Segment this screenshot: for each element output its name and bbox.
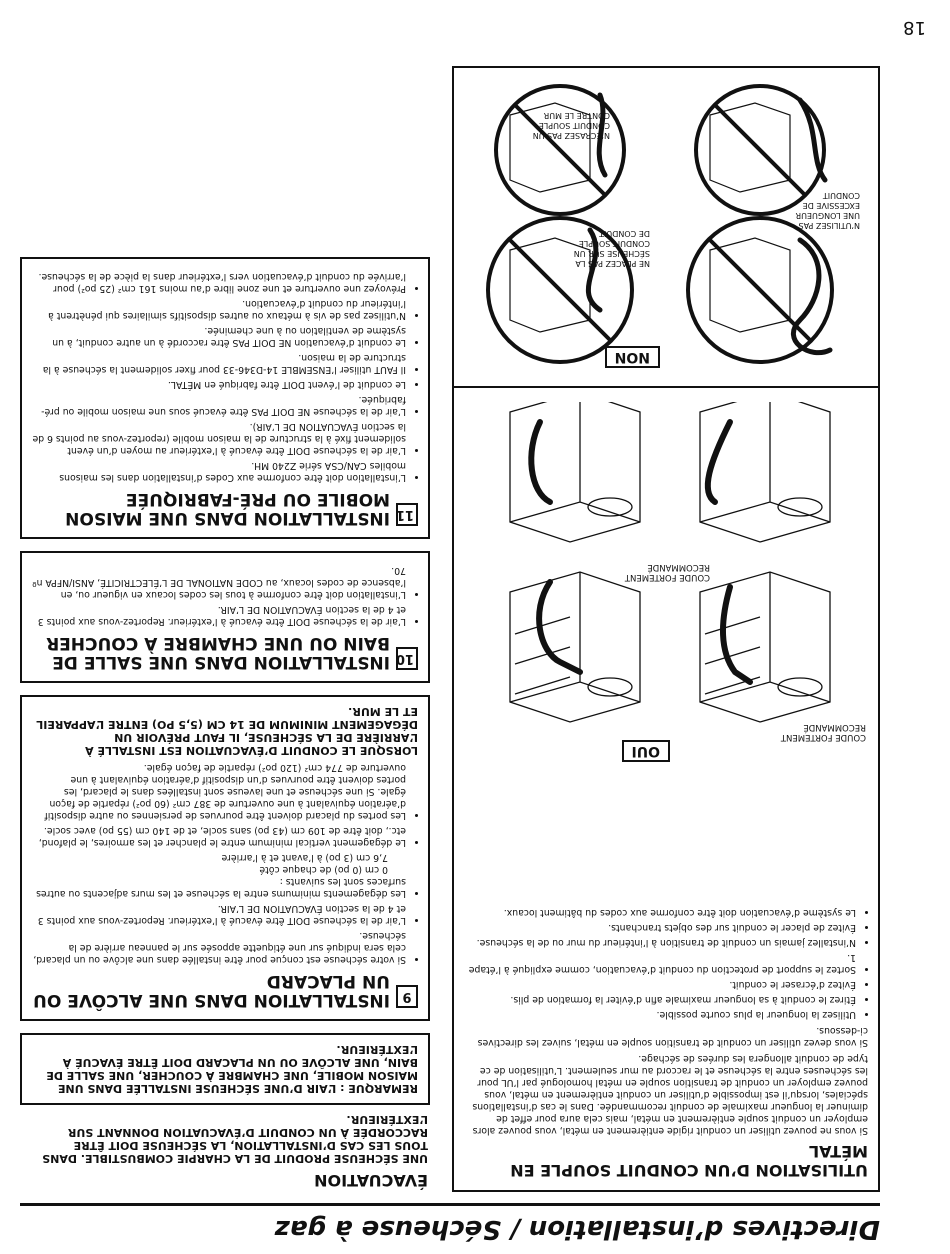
correct-installations-figure — [462, 402, 870, 822]
flexible-duct-intro: Si vous ne pouvez utiliser un conduit rigide entièrement en métal, vous pouvez alors employer un conduit souple entièrement en métal, mais cela aura pour effet de diminuer la longueur maximale de conduit recommandée. Dans le cas d’installations spéciales, lorsqu’il est impossible d’utiliser un conduit entièrement en métal, vous pouvez employer un conduit de transition souple en métal homologué par l’UL pour les sécheuses entre la sécheuse et le raccord au mur seulement. L’utilisation de ce type de conduit allongera les durées de séchage. — [472, 1053, 868, 1136]
list-item: • Le conduit d’évacuation NE DOIT PAS être raccordé à un autre conduit, à un système de ventilation ou à une cheminée. — [32, 324, 406, 348]
section-title: INSTALLATION DANS UNE SALLE DE BAIN OU UNE CHAMBRE À COUCHER — [46, 633, 390, 672]
list-item: • Évitez d’écraser le conduit. — [464, 978, 856, 990]
section-11-box — [20, 257, 430, 539]
elbow-callout: COUDE FORTEMENT RECOMMANDÉ — [624, 562, 710, 582]
no-excess-length-callout: N’UTILISEZ PAS UNE LONGUEUR EXCESSIVE DE CONDUIT — [795, 191, 860, 230]
list-item: • Le dégagement vertical minimum entre le plancher et les armoires, le plafond, etc., doit être de 109 cm (43 po) sans socle, et de 140 cm (55 po) avec socle. — [32, 824, 406, 848]
no-crush-duct-callout: N’ÉCRASEZ PAS UN CONDUIT SOUPLE CONTRE LE MUR — [532, 111, 610, 140]
list-item: • Étirez le conduit à sa longueur maximale afin d’éviter la formation de plis. — [464, 993, 856, 1005]
list-item: • L’installation doit être conforme à tous les codes locaux en vigueur ou, en l’absence de codes locaux, au CODE NATIONAL DE L’ÉLECTRICITÉ, ANSI/NFPA nº 70. — [32, 564, 406, 600]
no-sit-on-duct-callout: NE PLACEZ PAS LA SÉCHEUSE SUR UN CONDUIT SOUPLE DE CONDUIT — [573, 229, 650, 268]
list-item-text: Les dégagements minimums entre la sécheuse et les murs adjacents ou autres surfaces sont les suivants : — [36, 876, 406, 899]
evacuation-note: REMARQUE : L’AIR D’UNE SÉCHEUSE INSTALLÉE DANS UNE MAISON MOBILE, UNE CHAMBRE À COUCHER, UNE SALLE DE BAIN, UNE ALCÔVE OU UN PLACARD DOIT ÊTRE ÉVACUÉ À L’EXTÉRIEUR. — [46, 1043, 418, 1095]
dryer-illustration — [510, 572, 640, 722]
section-10-heading — [32, 633, 418, 671]
list-item: • Le système d’évacuation doit être conforme aux codes du bâtiment locaux. — [464, 906, 856, 918]
oui-non-divider — [454, 386, 878, 388]
section-number: 9 — [396, 985, 418, 1008]
evacuation-note-box — [20, 1033, 430, 1105]
list-item: • Prévoyez une ouverture et une zone libre d’au moins 161 cm² (25 po²) pour l’arrivée du conduit d’évacuation vers l’extérieur dans la pièce de la sécheuse. — [32, 270, 406, 294]
list-item: • L’air de la sécheuse DOIT être évacué à l’extérieur. Reportez-vous aux points 3 et 4 de la section ÉVACUATION DE L’AIR. — [32, 902, 406, 926]
list-item: • Évitez de placer le conduit sur des objets tranchants. — [464, 921, 856, 933]
list-item: • Il FAUT utiliser l’ENSEMBLE 14-D346-33 pour fixer solidement la sécheuse à la structure de la maison. — [32, 351, 406, 375]
flexible-duct-heading: UTILISATION D’UN CONDUIT SOUPLE EN MÉTAL — [510, 1142, 868, 1180]
combustible-lint-warning: UNE SÉCHEUSE PRODUIT DE LA CHARPIE COMBUSTIBLE. DANS TOUS LES CAS D’INSTALLATION, LA SÉCHEUSE DOIT ÊTRE RACCORDÉE À UN CONDUIT D’ÉVACUATION DONNANT SUR L’EXTÉRIEUR. — [42, 1113, 428, 1165]
flexible-duct-intro-2: Si vous devez utiliser un conduit de transition souple en métal, suivez les directives ci-dessous. — [477, 1025, 868, 1048]
list-item: • N’utilisez pas de vis à métaux ou autres dispositifs similaires qui pénètrent à l’intérieur du conduit d’évacuation. — [32, 297, 406, 321]
list-item — [32, 851, 406, 899]
oui-badge: OUI — [622, 740, 670, 762]
left-column — [452, 66, 880, 1192]
dryer-illustration — [700, 402, 830, 542]
list-item: • Sortez le support de protection du conduit d’évacuation, comme expliqué à l’étape 1. — [464, 951, 856, 975]
list-item: • N’installez jamais un conduit de transition à l’intérieur du mur ou de la sécheuse. — [464, 936, 856, 948]
flexible-duct-panel — [452, 66, 880, 1192]
section-9-list — [32, 761, 418, 965]
evacuation-block — [20, 1105, 430, 1190]
dryer-illustration — [700, 572, 830, 722]
clearance-item: 0 cm (0 po) de chaque côté — [259, 864, 388, 875]
list-item: • Le conduit de l’évent DOIT être fabriqué en MÉTAL. — [32, 378, 406, 390]
incorrect-installations-figure — [462, 80, 870, 380]
list-item: • L’air de la sécheuse DOIT être évacué à l’extérieur. Reportez-vous aux points 3 et 4 de la section ÉVACUATION DE L’AIR. — [32, 603, 406, 627]
title-rule — [20, 1203, 880, 1206]
section-10-list — [32, 564, 418, 627]
section-number: 11 — [396, 503, 418, 526]
section-11-list — [32, 270, 418, 483]
list-item: • L’air de la sécheuse DOIT être évacué à l’extérieur au moyen d’un évent solidement fixé à la structure de la maison mobile (reportez-vous au points 6 de la section ÉVACUATION DE L’AIR). — [32, 420, 406, 456]
evacuation-heading: ÉVACUATION — [314, 1171, 428, 1190]
section-9-warning: LORSQUE LE CONDUIT D’ÉVACUATION EST INSTALLÉ À L’ARRIÈRE DE LA SÉCHEUSE, IL FAUT PRÉVOIR UN DÉGAGEMENT MINIMUM DE 14 CM (5,5 PO) ENTRE L’APPAREIL ET LE MUR. — [36, 705, 418, 757]
section-10-box — [20, 551, 430, 683]
section-9-heading — [32, 971, 418, 1009]
right-column — [20, 245, 430, 1192]
page-title: Directives d’installation / Sécheuse à gaz — [274, 1214, 880, 1244]
clearance-item: 7,6 cm (3 po) à l’avant et à l’arrière — [221, 852, 388, 863]
list-item: • L’air de la sécheuse NE DOIT PAS être évacué sous une maison mobile ou pré-fabriquée. — [32, 393, 406, 417]
section-number: 10 — [396, 647, 418, 670]
clearance-list — [32, 851, 406, 875]
section-11-heading — [32, 489, 418, 527]
section-title: INSTALLATION DANS UNE MAISON MOBILE OU PRÉ-FABRIQUÉE — [65, 489, 390, 528]
flexible-duct-list — [464, 906, 868, 1020]
list-item: • L’installation doit être conforme aux Codes d’installation dans les maisons mobiles CAN/CSA série Z240 MH. — [32, 459, 406, 483]
list-item: • Si votre sécheuse est conçue pour être installée dans une alcôve ou un placard, cela sera indiqué sur une étiquette apposée sur le panneau arrière de la sécheuse. — [32, 929, 406, 965]
list-item: • Les portes du placard doivent être pourvues de persiennes ou autre dispositif d’aération équivalant à une ouverture de 387 cm² (60 po²) répartie de façon égale. Si une sécheuse et une laveuse sont installées dans le placard, les portes doivent être pourvues d’un dispositif d’aération équivalant à une ouverture de 774 cm² (120 po²) répartie de façon égale. — [32, 761, 406, 821]
section-title: INSTALLATION DANS UNE ALCÔVE OU UN PLACARD — [33, 971, 390, 1010]
incorrect-dryers-illustration — [466, 80, 870, 380]
list-item: • Utilisez la longueur la plus courte possible. — [464, 1008, 856, 1020]
section-9-box — [20, 695, 430, 1021]
non-badge: NON — [605, 346, 660, 368]
elbow-callout: COUDE FORTEMENT RECOMMANDÉ — [780, 722, 866, 742]
page-number: 18 — [903, 17, 926, 38]
